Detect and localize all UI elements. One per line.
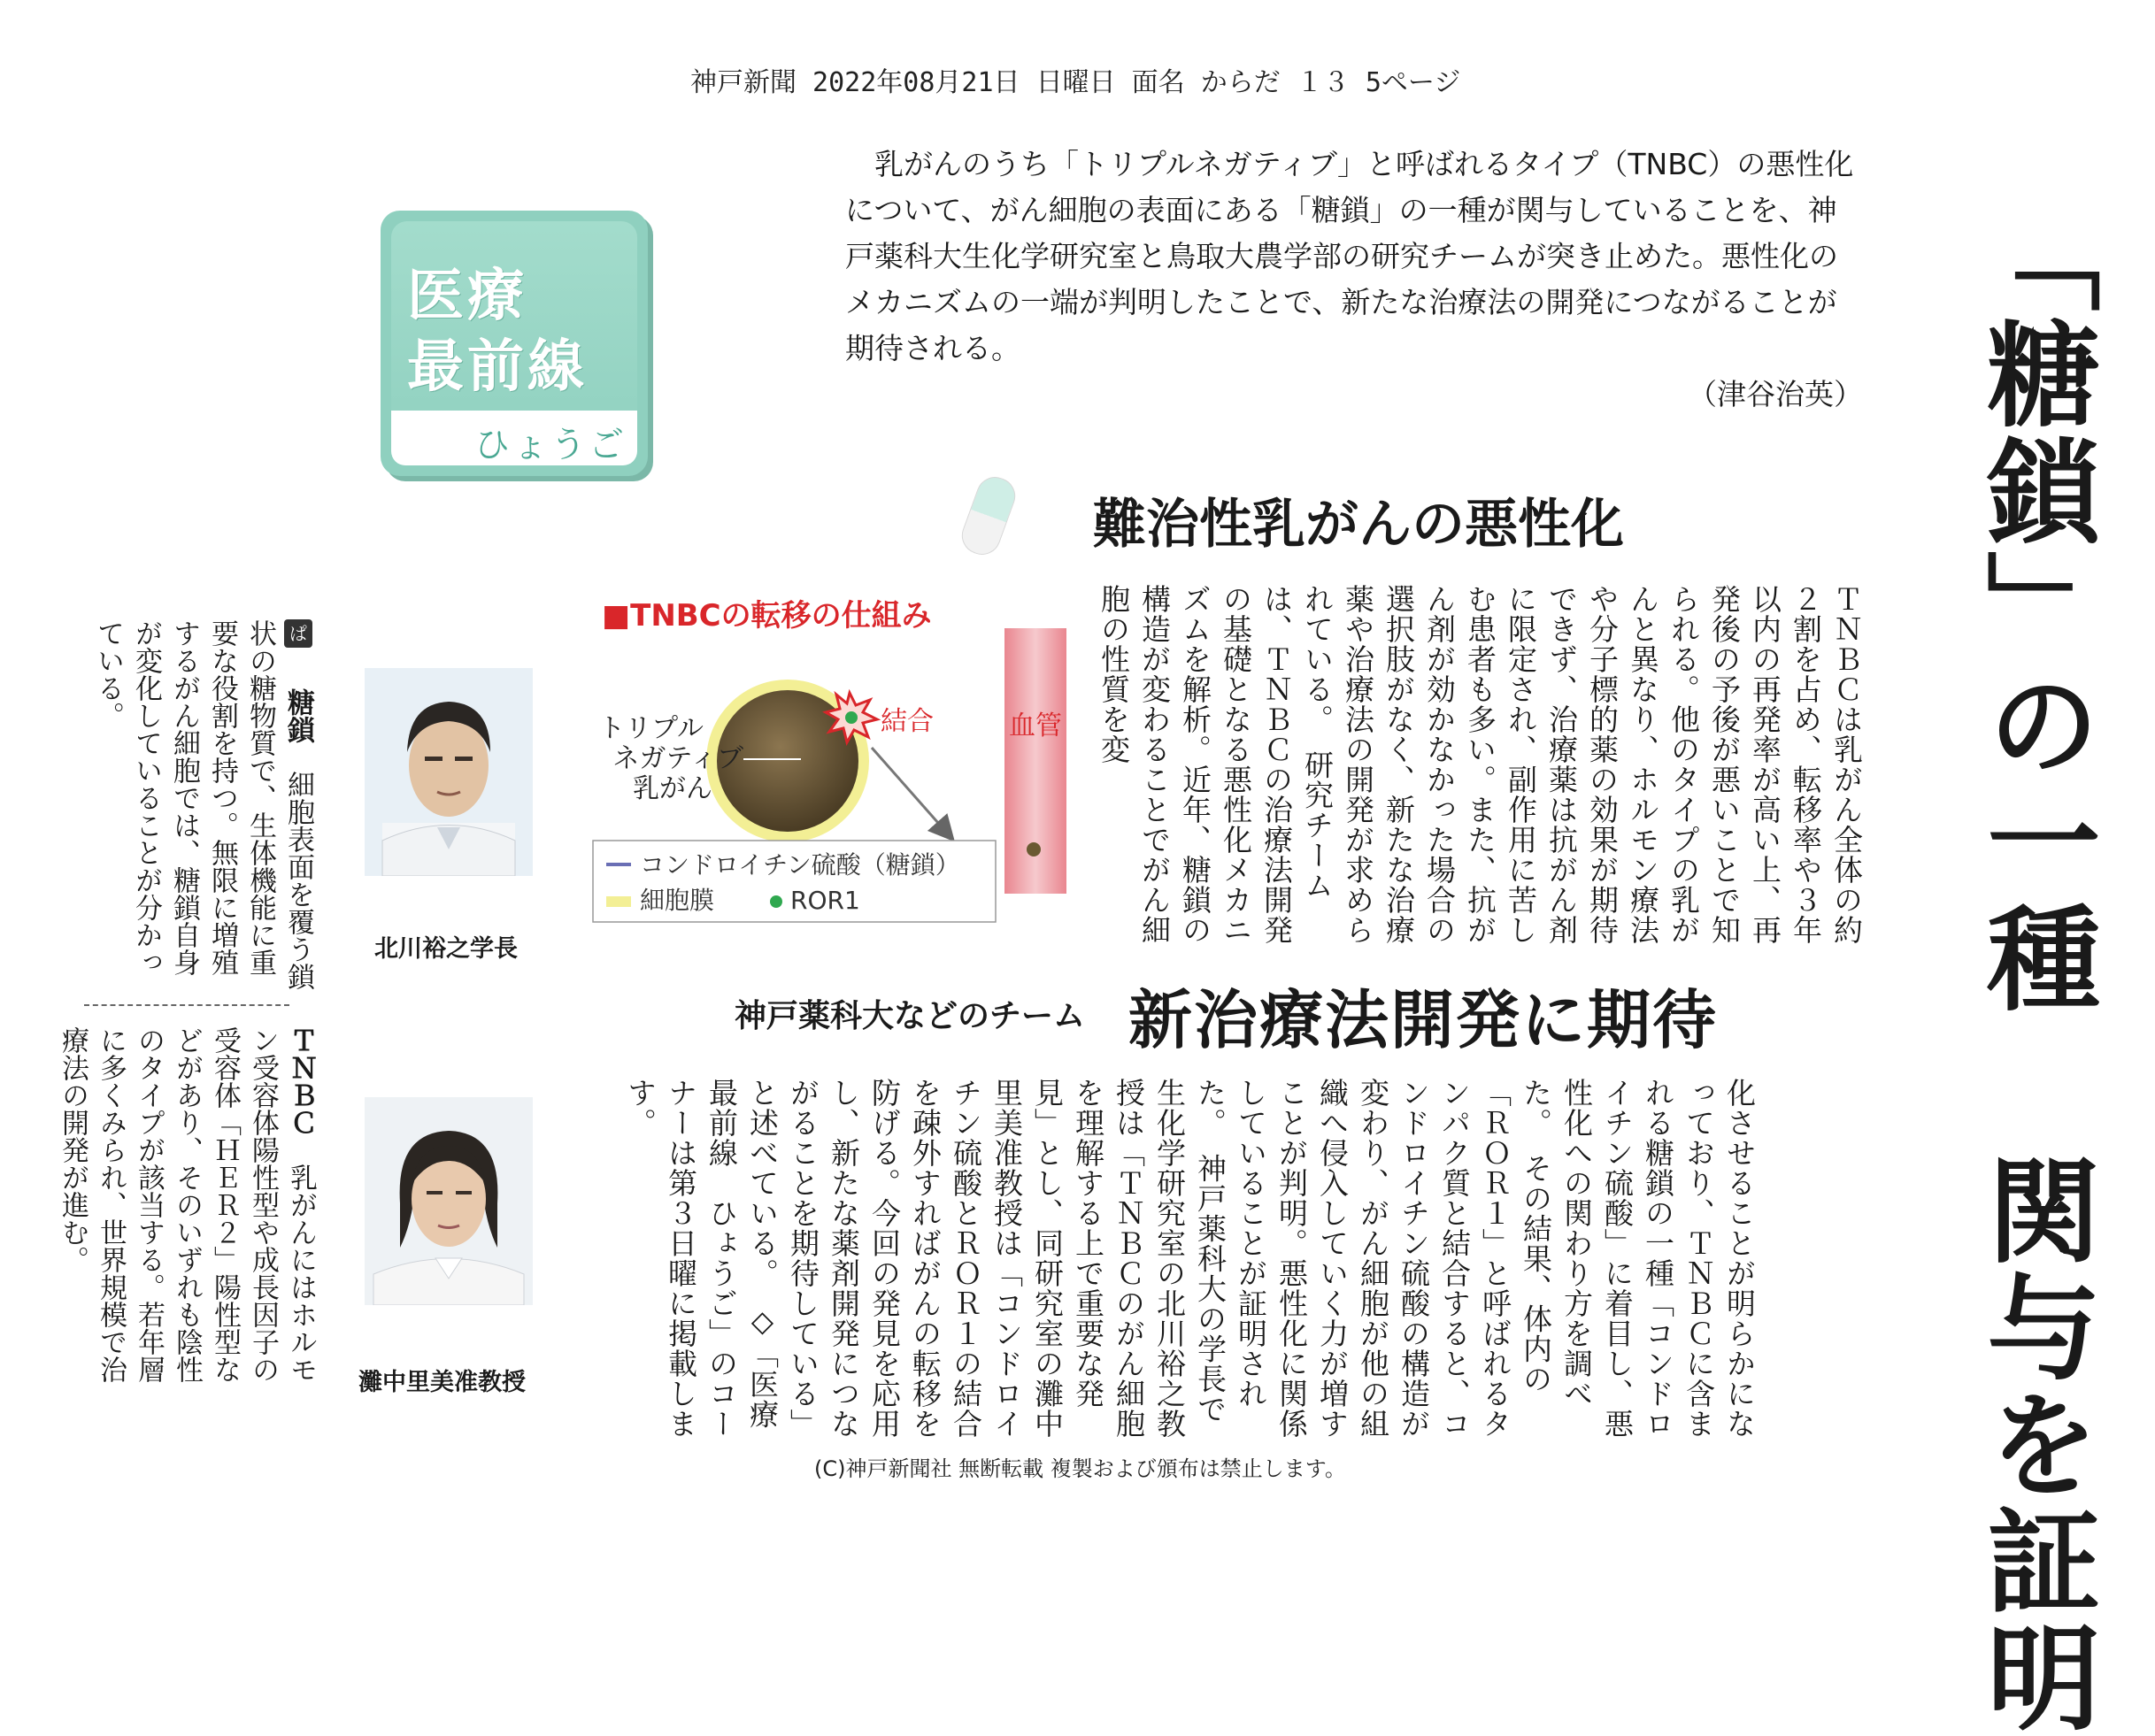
glossary-divider xyxy=(84,1004,289,1006)
portrait-caption-1: 北川裕之学長 xyxy=(374,935,518,963)
legend-membrane-label: 細胞膜 xyxy=(640,886,715,915)
legend-chondroitin-label: コンドロイチン硫酸（糖鎖） xyxy=(640,850,960,880)
body-text-upper: ＴＮＢＣは乳がん全体の約２割を占め、転移率や３年以内の再発率が高い上、再発後の予後が悪いことで知られる。他のタイプの乳がんと異なり、ホルモン療法や分子標的薬の効果が期待できず、治療薬は抗がん剤に限定され、副作用に苦しむ患者も多い。また、抗がん剤が効かなかった場合の選択肢がなく、新たな治療薬や治療法の開発が求められている。 研究チームは、ＴＮＢＣの治療法開発の基礎となる悪性化メカニズムを解析。近年、糖鎖の構造が変わることでがん細胞の性質を変 xyxy=(1097,584,1864,945)
badge-subtitle: ひょうご xyxy=(474,425,627,465)
glossary-term-1: 糖鎖 xyxy=(282,688,314,743)
glossary-text-1: 細胞表面を覆う鎖状の糖物質で、生体機能に重要な役割を持つ。無限に増殖するがん細胞では、糖鎖自身が変化していることが分かっている。 xyxy=(92,619,314,990)
subheadline-1: 難治性乳がんの悪性化 xyxy=(1093,494,1624,556)
portrait-caption-2: 灘中里美准教授 xyxy=(358,1369,526,1396)
ror1-dot xyxy=(845,711,858,724)
badge-title-line2: 最前線 xyxy=(407,334,588,400)
lead-paragraph xyxy=(845,142,1863,418)
legend-ror1-swatch xyxy=(770,895,782,908)
portrait-photo-2 xyxy=(365,1097,533,1305)
diagram-title: ■TNBCの転移の仕組み xyxy=(602,598,932,634)
binding-label: 結合 xyxy=(881,706,934,737)
copyright-notice: (C)神戸新聞社 無断転載 複製および頒布は禁止します。 xyxy=(814,1456,1346,1481)
metastasis-arrow xyxy=(872,748,951,838)
tnbc-metastasis-diagram xyxy=(589,580,1084,929)
glossary-text-2: 乳がんにはホルモン受容体陽性型や成長因子の受容体「ＨＥＲ２」陽性型などがあり、そのいずれも陰性のタイプが該当する。若年層に多くみられ、世界規模で治療法の開発が進む。 xyxy=(57,1026,317,1383)
capsule-icon xyxy=(957,472,1020,560)
main-headline: 「糖鎖」の一種 関与を証明 xyxy=(1967,199,2100,1736)
glossary-term-2: ＴＮＢＣ xyxy=(285,1026,317,1136)
cell-label-line2: ネガティブ xyxy=(612,743,743,774)
cell-label-line3: 乳がん xyxy=(633,773,712,804)
newspaper-header: 神戸新聞 2022年08月21日 日曜日 面名 からだ １３ 5ページ xyxy=(690,67,1461,98)
lead-byline: （津谷治英） xyxy=(1688,377,1863,411)
migrated-cell-dot xyxy=(1027,842,1041,856)
lead-text: 乳がんのうち「トリプルネガティブ」と呼ばれるタイプ（TNBC）の悪性化について、がん細胞の表面にある「糖鎖」の一種が関与していることを、神戸薬科大生化学研究室と鳥取大農学部の研究チームが突き止めた。悪性化のメカニズムの一端が判明したことで、新たな治療法の開発につながることが期待される。 xyxy=(845,147,1854,365)
section-badge xyxy=(381,211,648,476)
glossary-block-1 xyxy=(89,619,317,991)
portrait-photo-1 xyxy=(365,668,533,876)
body-text-lower: 化させることが明らかになっており、ＴＮＢＣに含まれる糖鎖の一種「コンドロイチン硫酸」に着目し、悪性化への関わり方を調べた。 その結果、体内の「ＲＯＲ１」と呼ばれるタンパク質と結合すると、コンドロイチン硫酸の構造が変わり、がん細胞が他の組織へ侵入していく力が増すことが判明。悪性化に関係していることが証明された。 神戸薬科大の学長で生化学研究室の北川裕之教授は「ＴＮＢＣのがん細胞を理解する上で重要な発見」とし、同研究室の灘中里美准教授は「コンドロイチン硫酸とＲＯＲ１の結合を疎外すればがんの転移を防げる。今回の発見を応用し、新たな薬剤開発につながることを期待している」と述べている。 ◇「医療最前線 ひょうご」のコーナーは第３日曜に掲載します。 xyxy=(623,1078,1757,1439)
subheadline-2-kicker: 神戸薬科大などのチーム xyxy=(735,998,1086,1034)
legend-membrane-swatch xyxy=(606,896,631,907)
badge-title-line1: 医療 xyxy=(407,264,527,329)
legend-ror1-label: ROR1 xyxy=(790,886,860,915)
subheadline-2: 新治療法開発に期待 xyxy=(1128,982,1719,1057)
vessel-label: 血管 xyxy=(1009,711,1062,741)
cell-label-line1: トリプル xyxy=(598,713,704,744)
glossary-icon: ぱ xyxy=(284,619,312,648)
glossary-block-2 xyxy=(53,1026,319,1398)
